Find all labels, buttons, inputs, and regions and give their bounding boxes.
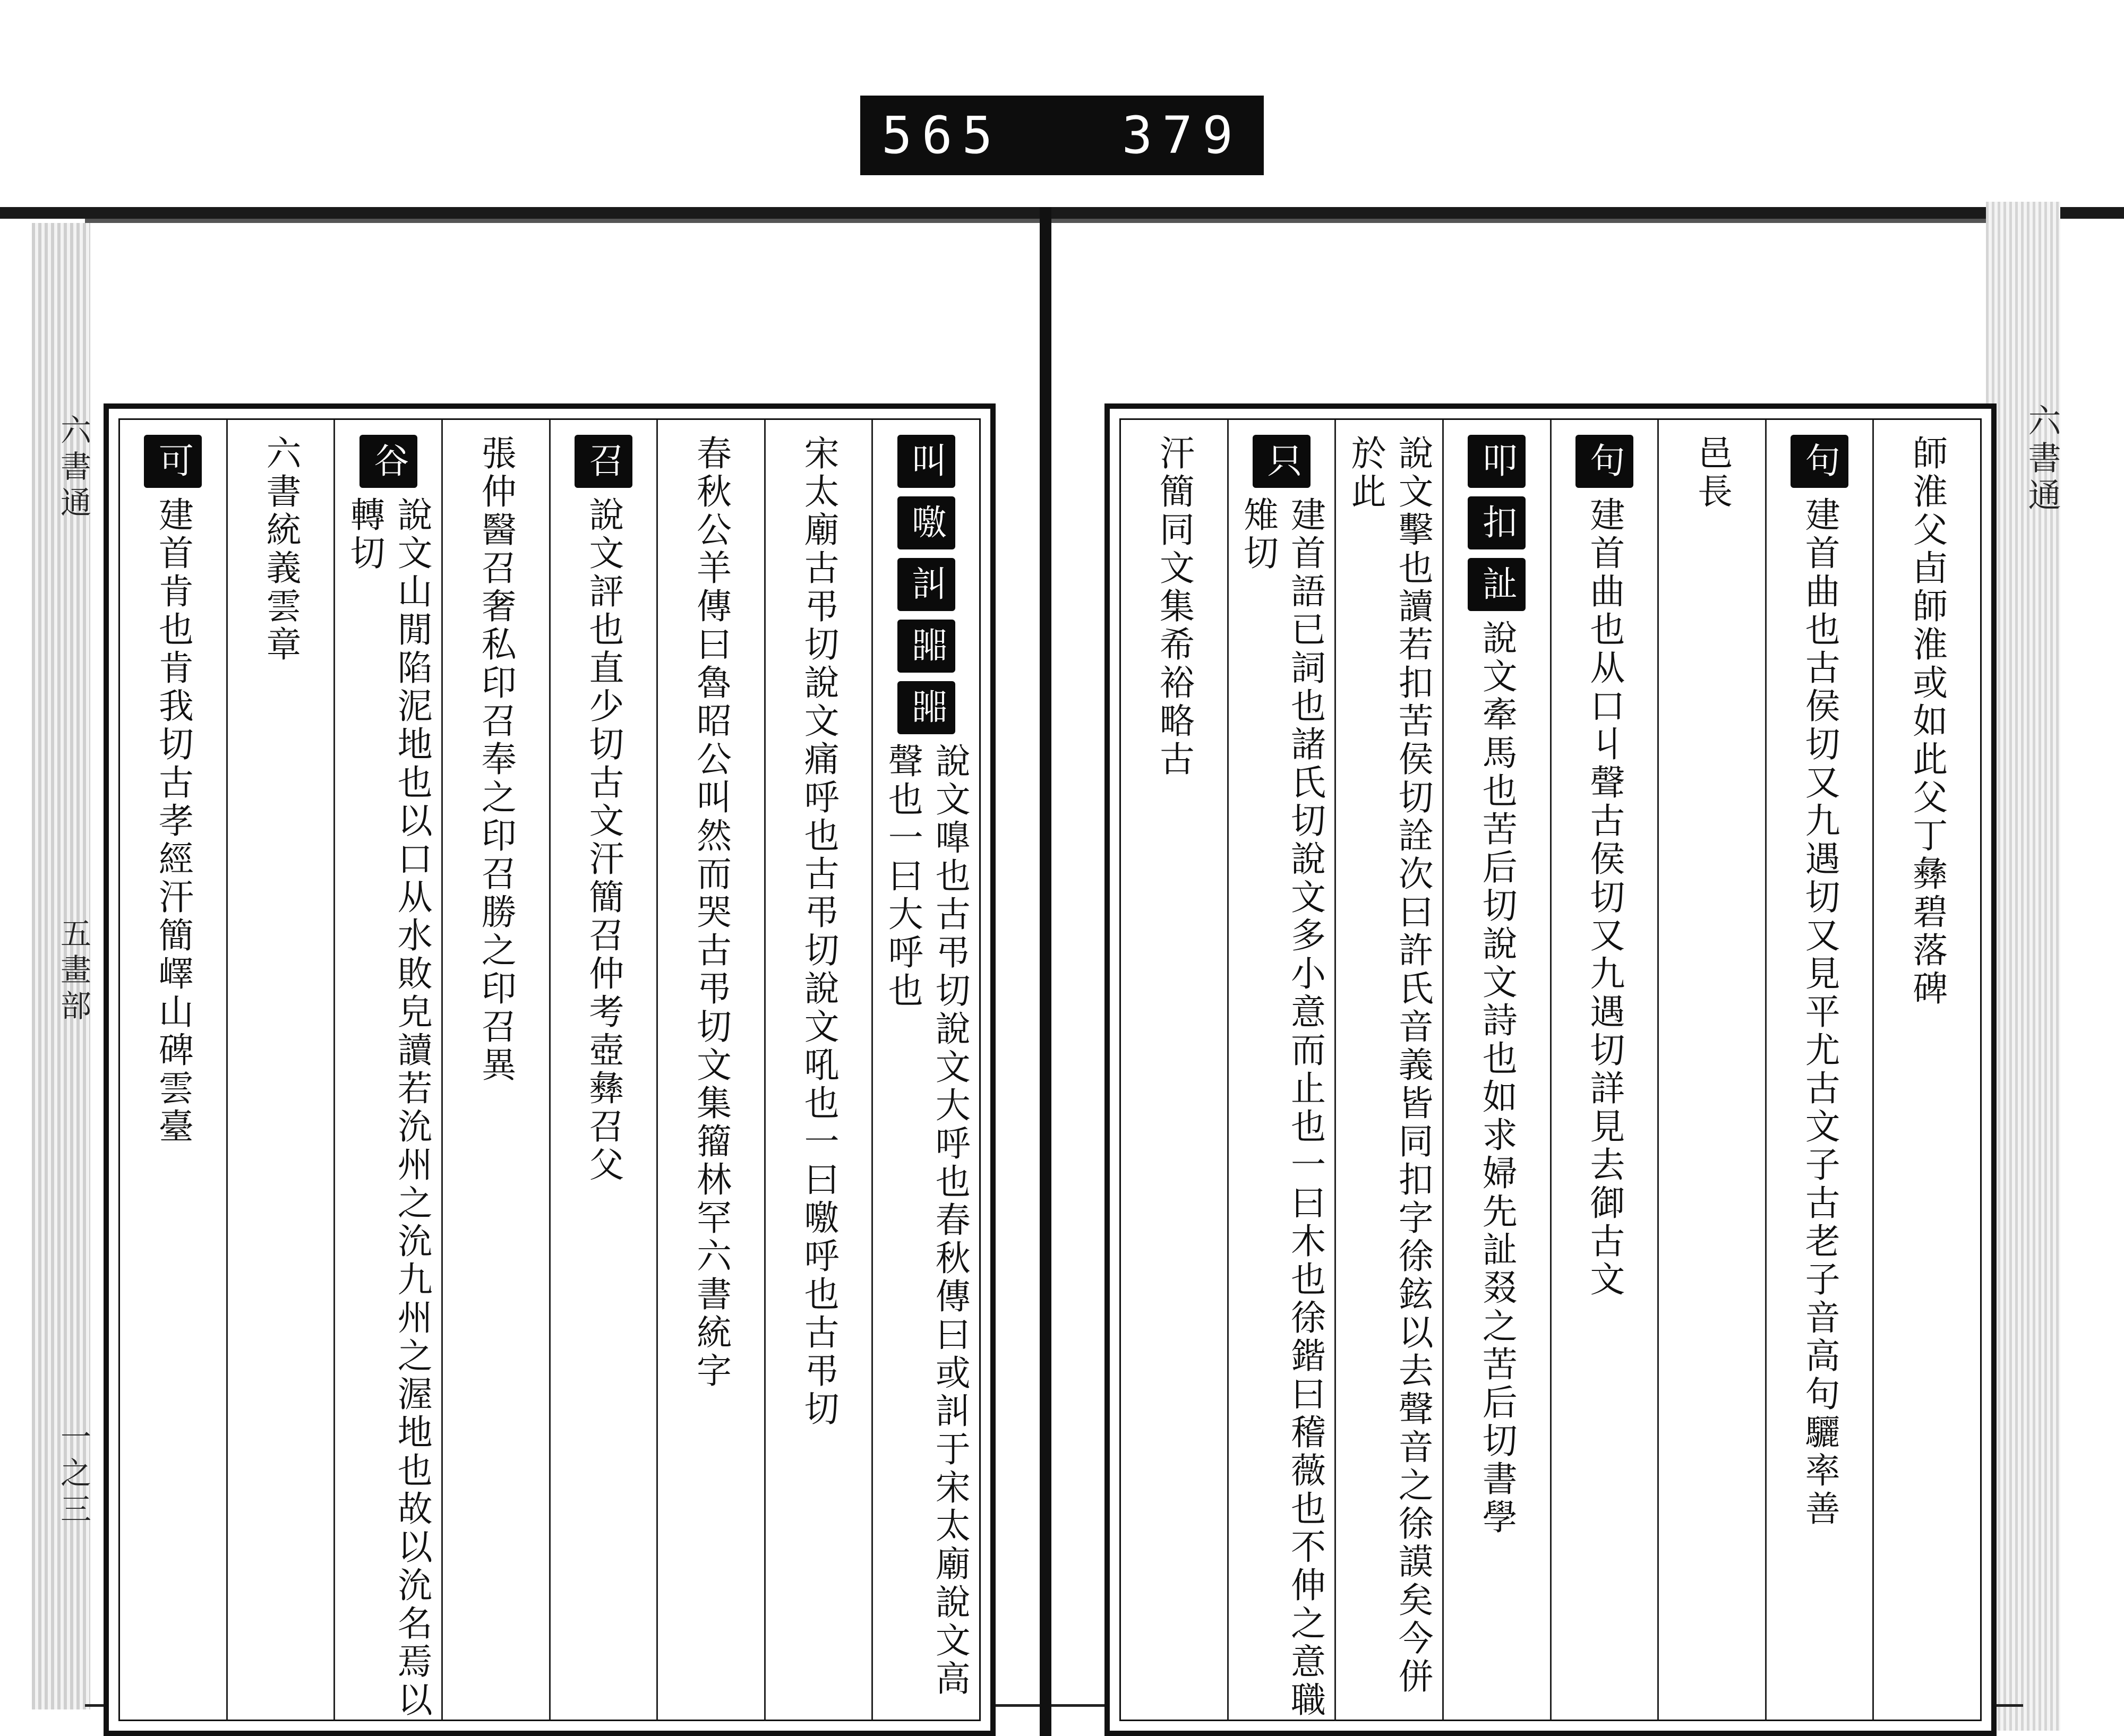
text-column — [1765, 420, 1873, 1720]
text-column — [1442, 420, 1550, 1720]
text-column — [764, 420, 872, 1720]
text-column — [549, 420, 657, 1720]
head-character: 句 — [1791, 435, 1848, 488]
column-content — [144, 435, 202, 1720]
head-character: 噭 — [897, 496, 955, 549]
left-margin-labels — [21, 414, 96, 1529]
book-top-edge — [0, 207, 2124, 219]
column-content — [1575, 435, 1633, 1720]
column-content — [1791, 435, 1848, 1720]
margin-page-number: 一之三 — [55, 1421, 91, 1529]
head-character: 叩 — [1468, 435, 1526, 488]
head-character: 召 — [575, 435, 632, 488]
column-content — [1342, 435, 1436, 1720]
left-page — [104, 403, 996, 1736]
left-page-text-block — [118, 418, 981, 1721]
column-content — [687, 435, 734, 1720]
column-text: 說文牽馬也苦后切說文詩也如求婦先訨叕之苦后切書學 — [1476, 620, 1518, 1537]
right-page-text-block — [1119, 418, 1982, 1721]
column-text: 建首曲也古侯切又九遇切又見平尤古文子古老子音高句驪率善 — [1799, 496, 1840, 1528]
text-column — [1334, 420, 1442, 1720]
column-content — [1904, 435, 1951, 1720]
text-column — [1550, 420, 1658, 1720]
text-column — [441, 420, 549, 1720]
text-column — [333, 420, 441, 1720]
column-text: 邑長 — [1691, 435, 1733, 511]
text-column — [1121, 420, 1227, 1720]
column-text: 建首曲也从口丩聲古侯切又九遇切詳見去御古文 — [1583, 496, 1625, 1299]
column-text: 汗簡同文集希裕略古 — [1153, 435, 1195, 779]
column-content — [472, 435, 519, 1720]
text-column — [656, 420, 764, 1720]
text-column — [226, 420, 334, 1720]
book-spine — [1040, 207, 1051, 1736]
text-column — [1227, 420, 1335, 1720]
head-character: 訨 — [1468, 558, 1526, 611]
column-content — [1468, 435, 1526, 1720]
margin-section: 五畫部 — [55, 917, 91, 1026]
right-page — [1104, 403, 1997, 1736]
head-character: 只 — [1253, 435, 1311, 488]
column-text: 說文嘷也古弔切說文大呼也春秋傳曰或訆于宋太廟說文高聲也一曰大呼也 — [882, 743, 971, 1698]
reel-number-right: 379 — [1121, 106, 1243, 165]
column-content — [257, 435, 304, 1720]
column-text: 六書統義雲章 — [260, 435, 301, 664]
column-text: 說文山閒陷泥地也以口从水敗皃讀若沇州之沇九州之渥地也故以沇名焉以轉切 — [344, 496, 433, 1720]
head-character: 谷 — [359, 435, 417, 488]
column-text: 春秋公羊傳曰魯昭公叫然而哭古弔切文集籀林罕六書統字 — [690, 435, 732, 1390]
column-text: 宋太廟古弔切說文痛呼也古弔切說文吼也一曰噭呼也古弔切 — [798, 435, 840, 1429]
head-character: 訆 — [897, 558, 955, 611]
text-column — [1657, 420, 1765, 1720]
reel-label — [860, 96, 1264, 175]
column-text: 建首語已詞也諸氏切說文多小意而止也一曰木也徐鍇曰稽薇也不伸之意職雉切 — [1237, 496, 1326, 1720]
reel-number-left: 565 — [881, 106, 1003, 165]
head-character: 嘂 — [897, 620, 955, 673]
book-top-shadow — [85, 219, 2023, 223]
column-content — [882, 435, 971, 1720]
head-character: 可 — [144, 435, 202, 488]
head-character: 扣 — [1468, 496, 1526, 549]
column-content — [1234, 435, 1329, 1720]
column-content — [341, 435, 435, 1720]
text-column — [1872, 420, 1980, 1720]
column-text: 建首肯也肯我切古孝經汗簡嶧山碑雲臺 — [152, 496, 194, 1146]
head-character: 叫 — [897, 435, 955, 488]
column-text: 說文評也直少切古文汗簡召仲考壺彝召父 — [583, 496, 624, 1184]
text-column — [871, 420, 979, 1720]
right-margin-title: 六書通 — [2023, 403, 2061, 515]
column-content — [795, 435, 842, 1720]
column-content — [575, 435, 632, 1720]
text-column — [120, 420, 226, 1720]
column-text: 張仲醫召奢私印召奉之印召勝之印召異 — [475, 435, 517, 1085]
head-character: 句 — [1575, 435, 1633, 488]
margin-title: 六書通 — [55, 414, 91, 522]
column-content — [1688, 435, 1735, 1720]
column-content — [1150, 435, 1197, 1720]
head-character: 嘂 — [897, 681, 955, 734]
column-text: 說文擊也讀若扣苦侯切詮次曰許氏音義皆同扣字徐鉉以去聲音之徐謨矣今併於此 — [1345, 435, 1434, 1696]
column-text: 師淮父卣師淮或如此父丁彝碧落碑 — [1906, 435, 1948, 1008]
